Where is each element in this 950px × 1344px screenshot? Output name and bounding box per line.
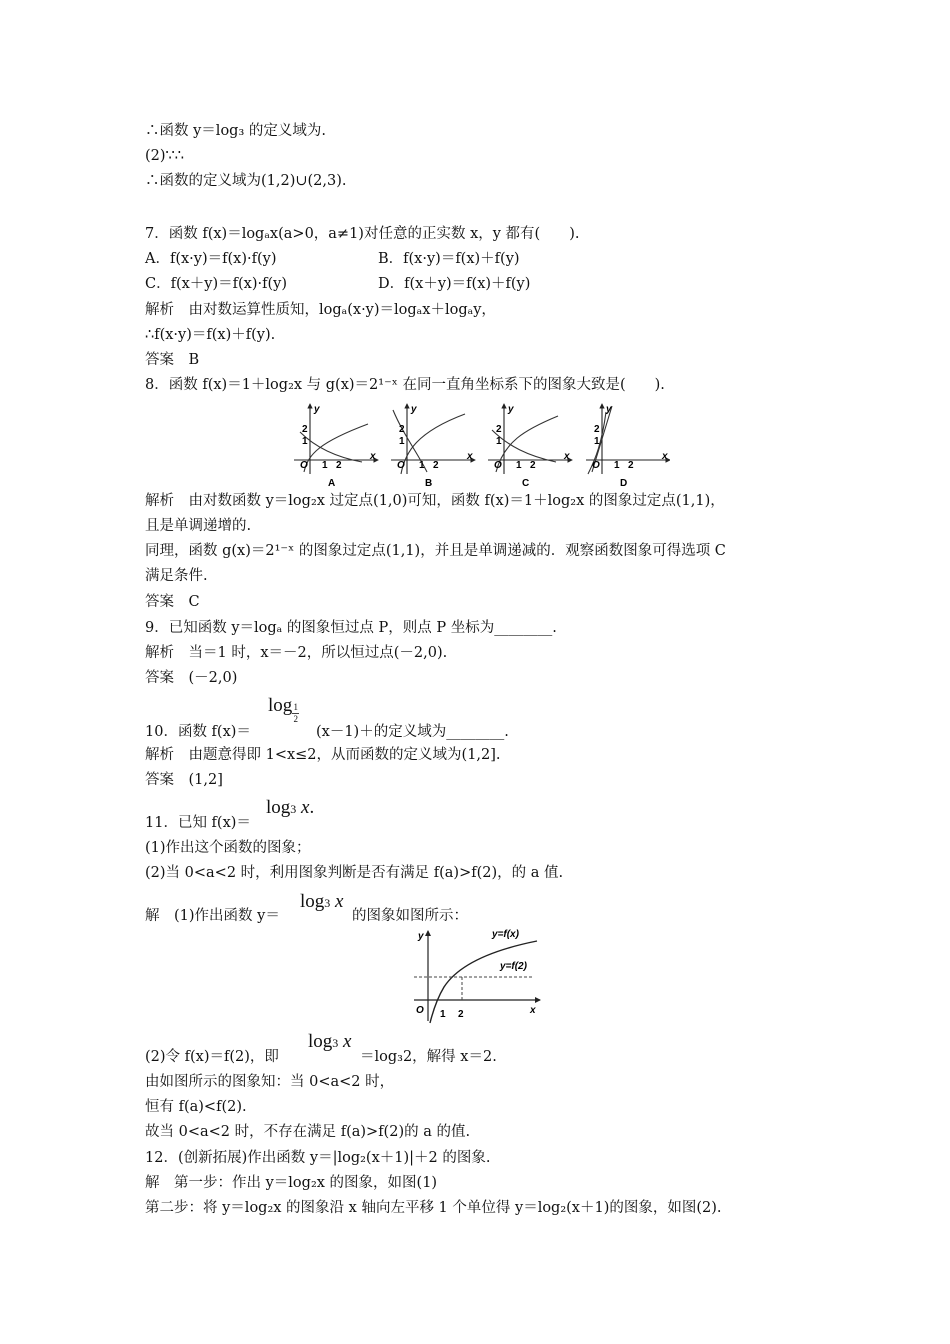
solution-line: 恒有 f(a)<f(2). (145, 1099, 247, 1115)
origin-label: O (592, 460, 600, 471)
solution-line: 且是单调递增的. (145, 518, 252, 534)
tick-label: 2 (530, 460, 536, 471)
log3x-image: log3 x (300, 891, 344, 912)
origin-label: O (300, 460, 308, 471)
tick-label: 2 (399, 424, 405, 435)
tick-label: 2 (496, 424, 502, 435)
solution-line: 满足条件. (145, 568, 208, 584)
option-b: B．f(x·y)＝f(x)＋f(y) (378, 251, 520, 267)
x-axis-label: x (530, 1005, 536, 1016)
option-label: D (620, 478, 628, 489)
option-d: D．f(x＋y)＝f(x)＋f(y) (378, 276, 531, 292)
option-label: B (425, 478, 433, 489)
tick-label: 2 (336, 460, 342, 471)
q11-log-graph (402, 925, 552, 1025)
answer-line: 答案 B (145, 352, 200, 368)
tick-label: 2 (594, 424, 600, 435)
question-8: 8．函数 f(x)＝1＋log₂x 与 g(x)＝2¹⁻ˣ 在同一直角坐标系下的图象大致是( ). (145, 377, 665, 393)
x-axis-label: x (467, 451, 473, 462)
question-11-part: (1)作出这个函数的图象； (145, 840, 311, 856)
tick-label: 1 (322, 460, 328, 471)
tick-label: 2 (458, 1009, 464, 1020)
x-axis-label: x (564, 451, 570, 462)
question-11: 11．已知 f(x)＝ (145, 815, 251, 831)
answer-line: 答案 C (145, 594, 200, 610)
text-line: ∴函数的定义域为(1,2)∪(2,3). (145, 173, 347, 189)
solution-line: 同理，函数 g(x)＝2¹⁻ˣ 的图象过定点(1,1)，并且是单调递减的．观察函数图象可得选项 C (145, 543, 726, 559)
tick-label: 1 (496, 436, 502, 447)
log-curve (430, 941, 537, 1023)
solution-line: 解 第一步：作出 y＝log₂x 的图象，如图(1) (145, 1175, 438, 1191)
question-10: 10．函数 f(x)＝ (145, 724, 251, 740)
tick-label: 1 (614, 460, 620, 471)
y-axis-label: y (606, 404, 612, 415)
solution-line: 由如图所示的图象知：当 0<a<2 时， (145, 1074, 395, 1090)
log3x-image: log3 x (308, 1031, 352, 1052)
tick-label: 1 (302, 436, 308, 447)
solution-line: 解析 由题意得即 1<x≤2，从而函数的定义域为(1,2]. (145, 747, 501, 763)
answer-line: 答案 (1,2] (145, 772, 223, 788)
question-11-part: (2)当 0<a<2 时，利用图象判断是否有满足 f(a)>f(2)，的 a 值. (145, 865, 564, 881)
solution-line: ＝log₃2，解得 x＝2. (360, 1049, 497, 1065)
y-axis-label: y (508, 404, 514, 415)
curve-label: y=f(x) (492, 929, 519, 940)
curve (496, 416, 558, 472)
q8-graph-options (290, 398, 670, 490)
solution-line: 解析 由对数函数 y＝log₂x 过定点(1,0)可知，函数 f(x)＝1＋log₂x 的图象过定点(1,1)， (145, 493, 725, 509)
solution-line: (2)令 f(x)＝f(2)，即 (145, 1049, 279, 1065)
tick-label: 2 (628, 460, 634, 471)
tick-label: 2 (302, 424, 308, 435)
solution-line: 解析 由对数运算性质知，logₐ(x·y)＝logₐx＋logₐy， (145, 302, 496, 318)
question-12: 12．(创新拓展)作出函数 y＝|log₂(x＋1)|＋2 的图象. (145, 1150, 491, 1166)
option-label: C (522, 478, 530, 489)
answer-line: 答案 (－2,0) (145, 670, 238, 686)
text-line: ∴函数 y＝log₃ 的定义域为. (145, 123, 326, 139)
tick-label: 1 (440, 1009, 446, 1020)
option-label: A (328, 478, 336, 489)
tick-label: 2 (433, 460, 439, 471)
x-axis-label: x (370, 451, 376, 462)
solution-line: 的图象如图所示： (352, 908, 468, 924)
question-7: 7．函数 f(x)＝logₐx(a>0，a≠1)对任意的正实数 x，y 都有( ). (145, 226, 580, 242)
tick-label: 1 (419, 460, 425, 471)
option-a: A．f(x·y)＝f(x)·f(y) (145, 251, 277, 267)
question-10-cont: (x－1)＋的定义域为________. (316, 724, 509, 740)
log3x-image: log3 x. (266, 797, 315, 818)
solution-line: 故当 0<a<2 时，不存在满足 f(a)>f(2)的 a 的值. (145, 1124, 471, 1140)
option-c: C．f(x＋y)＝f(x)·f(y) (145, 276, 287, 292)
question-9: 9．已知函数 y＝logₐ 的图象恒过点 P，则点 P 坐标为________. (145, 620, 557, 636)
origin-label: O (397, 460, 405, 471)
x-axis-label: x (662, 451, 668, 462)
solution-line: 解析 当＝1 时，x＝－2，所以恒过点(－2,0). (145, 645, 448, 661)
solution-line: ∴f(x·y)＝f(x)＋f(y). (145, 327, 276, 343)
log-half-image: log $\frac{1}{2}$ (268, 695, 299, 724)
solution-line: 第二步：将 y＝log₂x 的图象沿 x 轴向左平移 1 个单位得 y＝log₂(x＋1)的图象，如图(2). (145, 1200, 722, 1216)
tick-label: 1 (516, 460, 522, 471)
curve (300, 432, 362, 462)
solution-line: 解 (1)作出函数 y＝ (145, 908, 280, 924)
origin-label: O (494, 460, 502, 471)
line-label: y=f(2) (500, 961, 527, 972)
y-axis-label: y (411, 404, 417, 415)
y-axis-label: y (314, 404, 320, 415)
text-line: (2)∵∴ (145, 148, 184, 164)
origin-label: O (416, 1005, 424, 1016)
tick-label: 1 (399, 436, 405, 447)
tick-label: 1 (594, 436, 600, 447)
y-axis-label: y (418, 931, 424, 942)
